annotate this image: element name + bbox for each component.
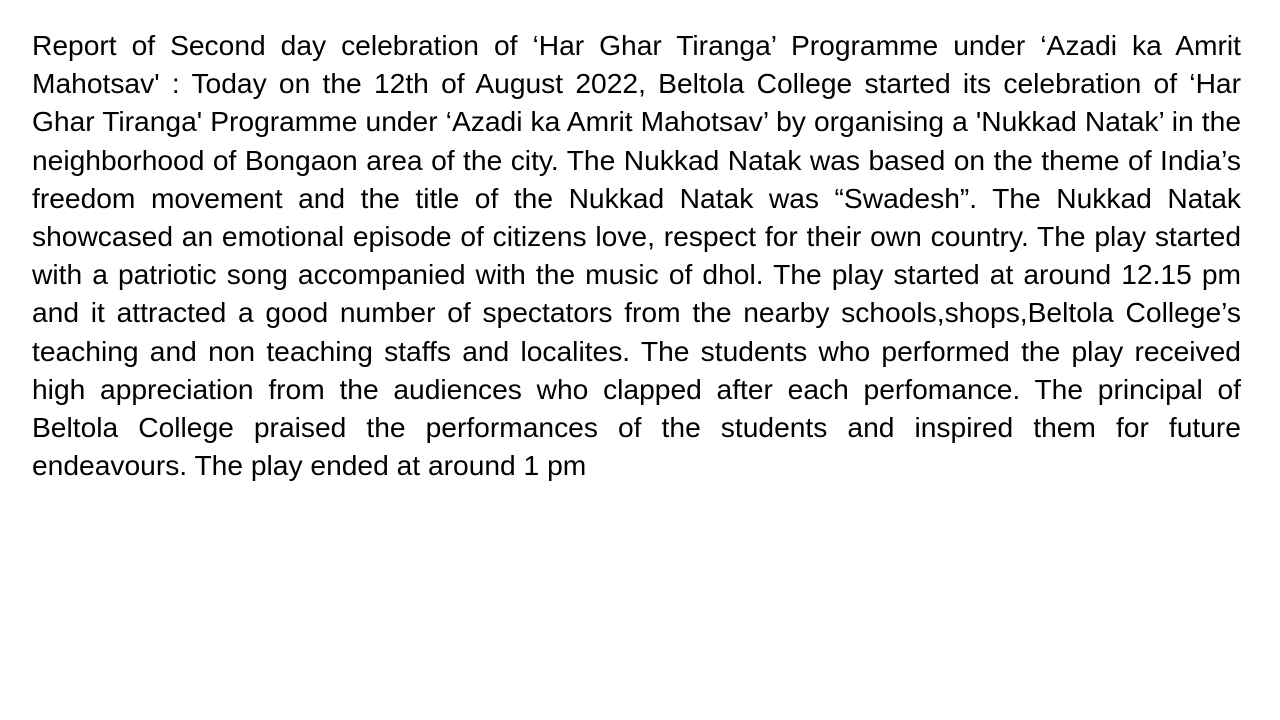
- report-paragraph: Report of Second day celebration of ‘Har Ghar Tiranga’ Programme under ‘Azadi ka Amrit Mahotsav' : Today on the 12th of August 2022, Beltola College started its celebration of ‘Har Ghar Tiranga' Programme under ‘Azadi ka Amrit Mahotsav’ by organising a 'Nukkad Natak’ in the neighborhood of Bongaon area of the city. The Nukkad Natak was based on the theme of India’s freedom movement and the title of the Nukkad Natak was “Swadesh”. The Nukkad Natak showcased an emotional episode of citizens love, respect for their own country. The play started with a patriotic song accompanied with the music of dhol. The play started at around 12.15 pm and it attracted a good number of spectators from the nearby schools,shops,Beltola College’s teaching and non teaching staffs and localites. The students who performed the play received high appreciation from the audiences who clapped after each perfomance. The principal of Beltola College praised the performances of the students and inspired them for future endeavours. The play ended at around 1 pm: [32, 29, 1241, 482]
